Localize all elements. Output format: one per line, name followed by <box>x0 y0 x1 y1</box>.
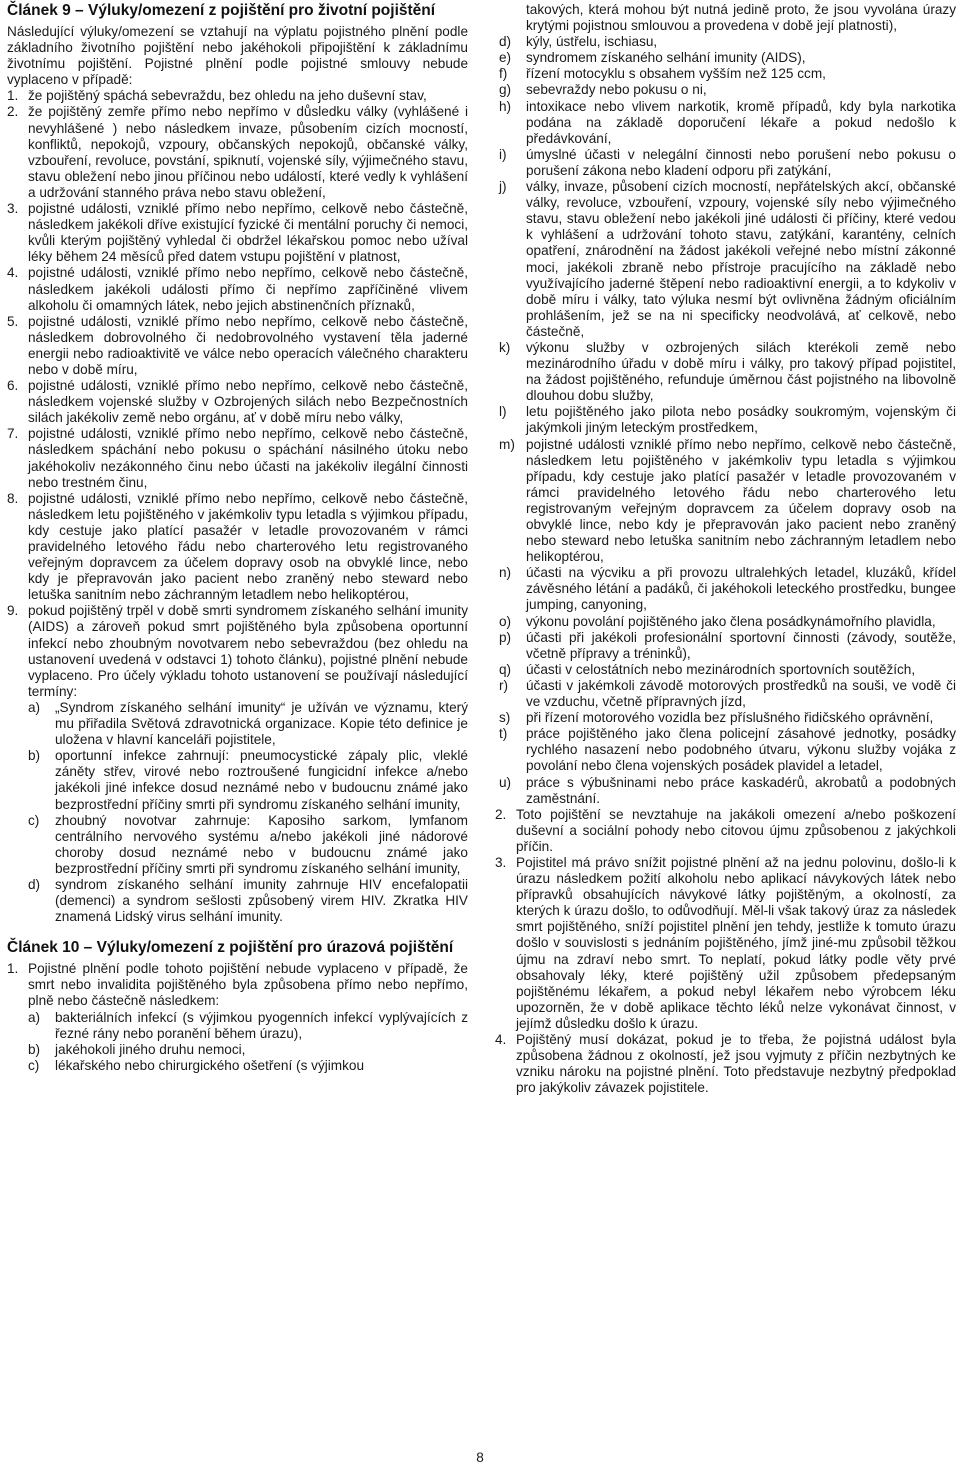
list-item: 2. Toto pojištění se nevztahuje na jakákoli omezení a/nebo poškození duševní a sociální pohody nebo citovou újmu způsobenou z jakýchkoli příčin. <box>495 806 956 854</box>
list-item: 8. pojistné události, vzniklé přímo nebo nepřímo, celkově nebo částečně, následkem letu pojištěného v jakémkoliv typu letadla s výjimkou případu, kdy cestuje jako platící pasažér v letadle provozovaném v rámci pravidelného letového řádu nebo charterového letu registrovaného veřejným dopravcem za účelem dopravy osob na obvyklé lince, nebo kdy je přepravován jako pacient nebo zraněný nebo steward nebo letuška sanitním nebo záchranným letadlem nebo helikoptérou, <box>7 490 468 603</box>
sub-list-item: c) zhoubný novotvar zahrnuje: Kaposiho sarkom, lymfanom centrálního nervového systému a/nebo jakékoli jiné nádorové choroby dosud neznámé nebo v budoucnu známé jako bezprostřední příčiny smrti při syndromu získaného selhání imunity, <box>28 812 468 876</box>
list-item: 9. pokud pojištěný trpěl v době smrti syndromem získaného selhání imunity (AIDS) a zároveň pokud smrt pojištěného byla způsobena oportunní infekcí nebo zhoubným novotvarem nebo sebevraždou (bez ohledu na ustanovení uvedená v odstavci 1) tohoto článku), pojistné plnění nebude vyplaceno. Pro účely výkladu tohoto ustanovení se používají následující termíny: <box>7 603 468 699</box>
list-item: 5. pojistné události, vzniklé přímo nebo nepřímo, celkově nebo částečně, následkem dobrovolného či nedobrovolného vystavení těla jaderné energii nebo radioaktivitě ve válce nebo operacích válečného charakteru nebo v době míru, <box>7 313 468 377</box>
page-number: 8 <box>476 1450 484 1465</box>
sub-list-item: l) letu pojištěného jako pilota nebo posádky soukromým, vojenským či jakýmkoli jiným leteckým prostředkem, <box>499 404 956 436</box>
sub-list-item: c) lékařského nebo chirurgického ošetření (s výjimkou <box>28 1057 365 1073</box>
heading-article-9: Článek 9 – Výluky/omezení z pojištění pro životní pojištění <box>7 2 436 19</box>
article-9-intro: Následující výluky/omezení se vztahují na výplatu pojistného plnění podle základního životního pojištění nebo jakéhokoli připojištění k základnímu životnímu pojištění. Pojistné plnění podle pojistné smlouvy nebude vyplaceno v případě: <box>7 24 468 88</box>
right-column <box>495 2 956 1096</box>
list-item: 1. že pojištěný spáchá sebevraždu, bez ohledu na jeho duševní stav, <box>7 88 427 104</box>
sub-list-item: j) války, invaze, působení cizích mocností, nepřátelských akcí, občanské války, revoluce, vzbouření, vzpoury, vojenské síly nebo výjimečného stavu, stavu obležení nebo jakékoli jiné události či příčiny, které vedou k vyhlášení a udržování tohoto stavu, zatýkání, karantény, celních opatření, znárodnění na žádost jakékoli veřejné nebo místní zákonné moci, jakékoli zbraně nebo přístroje pracujícího na základě nebo využívajícího jaderné štěpení nebo radioaktivní energii, a to kdykoliv v době míru i války, tato výluka nesmí být ovlivněna žádným oficiálním prohlášením, jež se na ni specificky neodvolává, ať celkově, nebo částečně, <box>499 179 956 339</box>
sub-list-item: e) syndromem získaného selhání imunity (AIDS), <box>499 50 806 66</box>
sub-list-item: q) účasti v celostátních nebo mezinárodních sportovních soutěžích, <box>499 661 916 677</box>
sub-list-item: t) práce pojištěného jako člena policejní zásahové jednotky, posádky rychlého nasazení nebo podobného útvaru, výkonu služby vojáka z povolání nebo člena vojenských posádek plavidel a letadel, <box>499 726 956 774</box>
continued-text: takových, která mohou být nutná jedině proto, že jsou vyvolána úrazy krytými pojistnou smlouvou a provedena v době její platnosti), <box>526 2 956 34</box>
sub-list-item: f) řízení motocyklu s obsahem vyšším než 125 ccm, <box>499 66 826 82</box>
sub-list-item: g) sebevraždy nebo pokusu o ni, <box>499 82 707 98</box>
sub-list-item: s) při řízení motorového vozidla bez příslušného řidičského oprávnění, <box>499 710 934 726</box>
sub-list-item: a) bakteriálních infekcí (s výjimkou pyogenních infekcí vyplývajících z řezné rány nebo poranění během úrazu), <box>28 1009 468 1041</box>
sub-list-item: m) pojistné události vzniklé přímo nebo nepřímo, celkově nebo částečně, následkem letu pojištěného v jakémkoliv typu letadla s výjimkou případu, kdy cestuje jako platící pasažér v letadle provozovaném v rámci pravidelného letového řádu nebo charterového letu registrovaným veřejným dopravcem za účelem dopravy osob na obvyklé lince, nebo kdy je přepravován jako pacient nebo zraněný nebo steward nebo letuška sanitním nebo záchranným letadlem nebo helikoptérou, <box>499 436 956 565</box>
sub-list-item: u) práce s výbušninami nebo práce kaskadérů, akrobatů a podobných zaměstnání. <box>499 774 956 806</box>
sub-list-item: n) účasti na výcviku a při provozu ultralehkých letadel, kluzáků, křídel závěsného létání a padáků, či jakéhokoli leteckého prostředku, bungee jumping, canyoning, <box>499 565 956 613</box>
sub-list-item: d) kýly, ústřelu, ischiasu, <box>499 34 658 50</box>
sub-list-item: o) výkonu povolání pojištěného jako člena posádkynámořního plavidla, <box>499 613 936 629</box>
list-item: 1. Pojistné plnění podle tohoto pojištění nebude vyplaceno v případě, že smrt nebo invalidita pojištěného byla způsobena přímo nebo nepřímo, plně nebo částečně následkem: <box>7 961 468 1009</box>
sub-list-item: b) oportunní infekce zahrnují: pneumocystické zápaly plic, vleklé záněty střev, virové nebo roztroušené fungicidní infekce a/nebo jakékoli jiné infekce dosud neznámé nebo v budoucnu známé jako bezprostřední příčiny smrti při syndromu získaného selhání imunity, <box>28 748 468 812</box>
sub-list-item: h) intoxikace nebo vlivem narkotik, kromě případů, kdy byla narkotika podána na základě doporučení lékaře a pokud nedošlo k předávkování, <box>499 98 956 146</box>
list-item: 3. Pojistitel má právo snížit pojistné plnění až na jednu polovinu, došlo-li k úrazu následkem požití alkoholu nebo aplikací návykových látek nebo přípravků obsahujících návykové látky pojištěným, a okolností, za kterých k úrazu došlo, to odůvodňují. Měl-li však takový úraz za následek smrt pojištěného, sníží pojistitel plnění jen tehdy, jestliže k tomuto úrazu došlo v souvislosti s jednáním pojištěného, jímž jiné-mu způsobil těžkou újmu na zdraví nebo smrt. To neplatí, pokud látky podle věty prvé obsahovaly léky, které pojištěný užil způsobem předepsaným pojištěnému lékařem, a pokud nebyl lékařem nebo výrobcem léku upozorněn, že v době aplikace těchto léků nelze vykonávat činnost, v jejímž důsledku došlo k úrazu. <box>495 854 956 1031</box>
list-item: 4. Pojištěný musí dokázat, pokud je to třeba, že pojistná událost byla způsobena žádnou z okolností, jež jsou vyjmuty z příčin nezbytných ke vzniku nároku na pojistné plnění. Toto představuje nezbytný předpoklad pro jakýkoliv závazek pojistitele. <box>495 1032 956 1096</box>
spacer <box>7 925 468 939</box>
list-item: 6. pojistné události, vzniklé přímo nebo nepřímo, celkově nebo částečně, následkem vojenské služby v Ozbrojených silách nebo Bezpečnostních silách jakékoliv země nebo orgánu, ať v době míru nebo války, <box>7 378 468 426</box>
sub-list-item: r) účasti v jakémkoli závodě motorových prostředků na souši, ve vodě či ve vzduchu, včetně přípravných jízd, <box>499 677 956 710</box>
sub-list-item: k) výkonu služby v ozbrojených silách kterékoli země nebo mezinárodního úřadu v době míru i války, pro takový případ pojistitel, na žádost pojištěného, refunduje úměrnou část pojistného na libovolně dlouhou dobu služby, <box>499 339 956 404</box>
list-item: 2. že pojištěný zemře přímo nebo nepřímo v důsledku války (vyhlášené i nevyhlášené ) nebo následkem invaze, působením cizích mocností, konfliktů, nepokojů, vzpoury, občanských nepokojů, občanské války, vzbouření, revoluce, povstání, spiknutí, vojenské síly, výjimečného stavu, stavu obležení nebo jinou příčinou nebo událostí, které vedly k vyhlášení a udržování stanného práva nebo stavu obležení, <box>7 104 468 200</box>
sub-list-item: p) účasti při jakékoli profesionální sportovní činnosti (závody, soutěže, včetně přípravy a tréninků), <box>499 629 956 661</box>
sub-list-item: d) syndrom získaného selhání imunity zahrnuje HIV encefalopatii (demenci) a syndrom sešlosti způsobený virem HIV. Zkratka HIV znamená Lidský virus selhání imunity. <box>28 876 468 925</box>
left-column <box>7 2 468 1074</box>
sub-list-item: b) jakéhokoli jiného druhu nemoci, <box>28 1041 246 1057</box>
sub-list-item: i) úmyslné účasti v nelegální činnosti nebo porušení nebo pokusu o porušení zákona nebo kladení odporu při zatýkání, <box>499 146 956 178</box>
sub-list-item: a) „Syndrom získaného selhání imunity“ je užíván ve významu, který mu přiřadila Světová zdravotnická organizace. Kopie této definice je uložena v hlavní kanceláři pojistitele, <box>28 699 468 748</box>
list-item: 3. pojistné události, vzniklé přímo nebo nepřímo, celkově nebo částečně, následkem jakékoli dříve existující fyzické či mentální poruchy či nemoci, kvůli kterým pojištěný vyhledal či obdržel lékařskou pomoc nebo užíval léky během 24 měsíců před datem vstupu pojištění v platnost, <box>7 201 468 265</box>
list-item: 7. pojistné události, vzniklé přímo nebo nepřímo, celkově nebo částečně, následkem spáchání nebo pokusu o spáchání násilného útoku nebo jakéhokoliv nezákonného činu nebo účasti na jakékoliv ilegální činnosti nebo trestném činu, <box>7 426 468 490</box>
list-item: 4. pojistné události, vzniklé přímo nebo nepřímo, celkově nebo částečně, následkem jakékoli události přímo či nepřímo zapříčiněné vlivem alkoholu či omamných látek, nebo jejich abstinenčních příznaků, <box>7 265 468 313</box>
heading-article-10: Článek 10 – Výluky/omezení z pojištění pro úrazová pojištění <box>7 939 454 957</box>
